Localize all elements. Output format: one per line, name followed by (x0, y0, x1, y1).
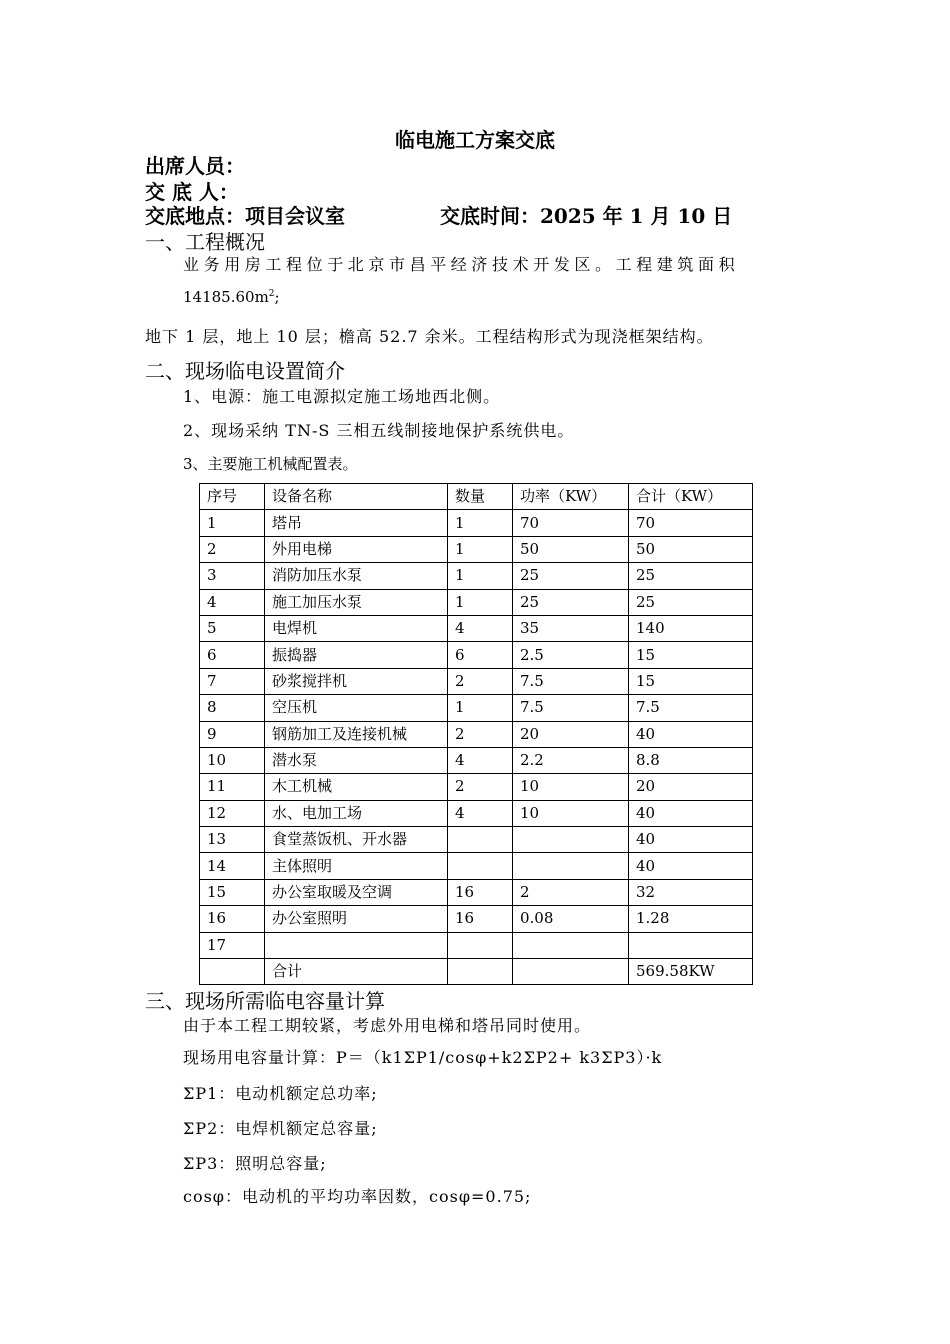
table-cell (513, 827, 629, 853)
table-cell (629, 932, 753, 958)
area-superscript: 2 (268, 289, 275, 299)
table-cell: 25 (513, 563, 629, 589)
section3-p2-definition: ΣP2：电焊机额定总容量; (183, 1119, 378, 1138)
table-row (200, 827, 753, 853)
table-cell: 2 (448, 668, 513, 694)
table-cell: 12 (200, 800, 265, 826)
table-row (200, 721, 753, 747)
table-cell: 25 (629, 589, 753, 615)
table-cell: 钢筋加工及连接机械 (265, 721, 448, 747)
table-cell: 25 (629, 563, 753, 589)
table-row (200, 747, 753, 773)
table-cell: 1 (448, 695, 513, 721)
table-cell: 14 (200, 853, 265, 879)
table-cell: 1 (448, 589, 513, 615)
table-cell (265, 932, 448, 958)
table-cell: 5 (200, 615, 265, 641)
table-cell: 11 (200, 774, 265, 800)
header-cell: 序号 (200, 484, 265, 510)
table-cell: 4 (200, 589, 265, 615)
table-cell: 10 (200, 747, 265, 773)
table-row (200, 853, 753, 879)
table-cell: 施工加压水泵 (265, 589, 448, 615)
table-cell: 50 (629, 536, 753, 562)
section3-p3-definition: ΣP3：照明总容量; (183, 1154, 327, 1173)
table-row (200, 906, 753, 932)
table-row (200, 695, 753, 721)
table-cell: 潜水泵 (265, 747, 448, 773)
table-cell: 1.28 (629, 906, 753, 932)
header-cell: 数量 (448, 484, 513, 510)
section1-line1: 业务用房工程位于北京市昌平经济技术开发区。工程建筑面积 (183, 255, 740, 274)
table-cell: 6 (200, 642, 265, 668)
table-cell (448, 932, 513, 958)
area-tail: ; (274, 288, 280, 306)
table-cell: 塔吊 (265, 510, 448, 536)
table-cell: 10 (513, 800, 629, 826)
table-row (200, 800, 753, 826)
equipment-table (199, 483, 753, 985)
table-cell: 办公室取暖及空调 (265, 879, 448, 905)
table-cell: 外用电梯 (265, 536, 448, 562)
table-cell (513, 932, 629, 958)
section1-line3: 地下 1 层，地上 10 层；檐高 52.7 余米。工程结构形式为现浇框架结构。 (145, 327, 714, 346)
table-cell: 7.5 (629, 695, 753, 721)
table-cell: 水、电加工场 (265, 800, 448, 826)
time-label: 交底时间：2025 年 1 月 10 日 (440, 204, 733, 228)
table-cell: 8.8 (629, 747, 753, 773)
table-cell: 食堂蒸饭机、开水器 (265, 827, 448, 853)
table-cell: 1 (200, 510, 265, 536)
table-cell: 569.58KW (629, 959, 753, 985)
table-row (200, 589, 753, 615)
table-cell: 2 (200, 536, 265, 562)
section3-heading: 三、现场所需临电容量计算 (145, 989, 385, 1013)
table-cell (448, 959, 513, 985)
table-cell: 1 (448, 536, 513, 562)
table-cell: 8 (200, 695, 265, 721)
table-cell: 50 (513, 536, 629, 562)
table-row (200, 932, 753, 958)
table-cell: 16 (448, 906, 513, 932)
table-cell (513, 959, 629, 985)
header-cell: 合计（KW） (629, 484, 753, 510)
table-cell: 空压机 (265, 695, 448, 721)
table-cell: 70 (513, 510, 629, 536)
table-cell: 振捣器 (265, 642, 448, 668)
section2-heading: 二、现场临电设置简介 (145, 359, 345, 383)
table-row (200, 668, 753, 694)
section3-cosphi-definition: cosφ：电动机的平均功率因数，cosφ=0.75; (183, 1187, 532, 1206)
section2-item2: 2、现场采纳 TN-S 三相五线制接地保护系统供电。 (183, 421, 575, 440)
table-cell: 砂浆搅拌机 (265, 668, 448, 694)
table-cell: 140 (629, 615, 753, 641)
table-cell: 6 (448, 642, 513, 668)
table-header-row (200, 484, 753, 510)
table-cell: 25 (513, 589, 629, 615)
section3-line1: 由于本工程工期较紧，考虑外用电梯和塔吊同时使用。 (183, 1016, 592, 1035)
table-row (200, 536, 753, 562)
table-cell: 13 (200, 827, 265, 853)
presenter-label: 交 底 人： (145, 180, 239, 204)
table-cell (448, 827, 513, 853)
table-cell: 15 (200, 879, 265, 905)
table-cell: 4 (448, 800, 513, 826)
table-cell: 20 (513, 721, 629, 747)
table-cell: 3 (200, 563, 265, 589)
table-cell: 1 (448, 510, 513, 536)
table-cell: 70 (629, 510, 753, 536)
table-cell: 0.08 (513, 906, 629, 932)
table-row (200, 774, 753, 800)
table-cell: 办公室照明 (265, 906, 448, 932)
table-cell (513, 853, 629, 879)
section3-formula: 现场用电容量计算：P＝（k1ΣP1/cosφ+k2ΣP2+ k3ΣP3）·k (183, 1048, 663, 1067)
table-row (200, 879, 753, 905)
table-row (200, 615, 753, 641)
table-cell: 15 (629, 668, 753, 694)
section3-p1-definition: ΣP1：电动机额定总功率; (183, 1084, 378, 1103)
table-cell: 4 (448, 747, 513, 773)
table-cell: 2 (448, 721, 513, 747)
table-cell: 16 (448, 879, 513, 905)
table-cell: 40 (629, 853, 753, 879)
table-cell: 10 (513, 774, 629, 800)
table-cell: 2 (513, 879, 629, 905)
table-cell: 2.2 (513, 747, 629, 773)
table-cell: 15 (629, 642, 753, 668)
table-row (200, 642, 753, 668)
table-cell: 2 (448, 774, 513, 800)
table-cell: 7 (200, 668, 265, 694)
table-cell: 消防加压水泵 (265, 563, 448, 589)
table-cell: 合计 (265, 959, 448, 985)
table-cell: 32 (629, 879, 753, 905)
area-value: 14185.60m (183, 288, 269, 306)
table-cell: 7.5 (513, 668, 629, 694)
table-cell: 4 (448, 615, 513, 641)
table-row (200, 563, 753, 589)
table-cell (200, 959, 265, 985)
table-cell: 20 (629, 774, 753, 800)
table-cell: 木工机械 (265, 774, 448, 800)
table-cell: 1 (448, 563, 513, 589)
table-cell: 40 (629, 800, 753, 826)
table-total-row (200, 959, 753, 985)
table-cell: 主体照明 (265, 853, 448, 879)
document-title: 临电施工方案交底 (395, 128, 555, 152)
table-cell: 7.5 (513, 695, 629, 721)
location-label: 交底地点：项目会议室 (145, 204, 345, 228)
table-cell: 40 (629, 827, 753, 853)
header-cell: 功率（KW） (513, 484, 629, 510)
table-cell: 2.5 (513, 642, 629, 668)
table-row (200, 510, 753, 536)
table-cell: 40 (629, 721, 753, 747)
table-cell: 电焊机 (265, 615, 448, 641)
attendees-label: 出席人员： (145, 154, 245, 178)
table-cell (448, 853, 513, 879)
table-cell: 9 (200, 721, 265, 747)
table-cell: 16 (200, 906, 265, 932)
table-cell: 17 (200, 932, 265, 958)
header-cell: 设备名称 (265, 484, 448, 510)
section1-heading: 一、工程概况 (145, 230, 265, 254)
section2-item3: 3、主要施工机械配置表。 (183, 455, 358, 473)
section1-area (183, 288, 280, 306)
table-cell: 35 (513, 615, 629, 641)
section2-item1: 1、电源：施工电源拟定施工场地西北侧。 (183, 387, 501, 406)
